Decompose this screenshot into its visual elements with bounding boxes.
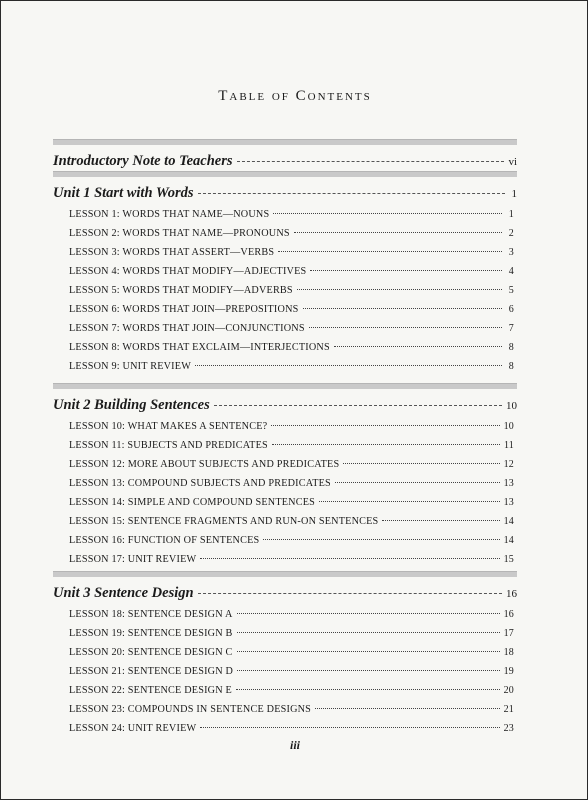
dot-leader bbox=[237, 632, 500, 633]
dot-leader bbox=[335, 482, 500, 483]
entry-page: 14 bbox=[503, 516, 514, 527]
entry-label: LESSON 19: SENTENCE DESIGN B bbox=[69, 628, 233, 639]
entry-label: LESSON 21: SENTENCE DESIGN D bbox=[69, 666, 234, 677]
entry-page: 10 bbox=[506, 400, 517, 412]
section-rule bbox=[53, 139, 517, 145]
toc-entry-lesson[interactable] bbox=[53, 704, 517, 723]
entry-page: 10 bbox=[503, 421, 514, 432]
entry-page: 8 bbox=[508, 361, 514, 372]
entry-label: Unit 1 Start with Words bbox=[53, 185, 194, 201]
page-title: Table of Contents bbox=[218, 88, 372, 104]
entry-label: Introductory Note to Teachers bbox=[53, 153, 233, 169]
dot-leader bbox=[237, 670, 500, 671]
intro-section bbox=[53, 139, 517, 173]
lesson-list bbox=[53, 421, 517, 573]
toc-entry-lesson[interactable] bbox=[53, 285, 517, 304]
dot-leader bbox=[273, 213, 502, 214]
dot-leader bbox=[343, 463, 499, 464]
dot-leader bbox=[237, 161, 505, 162]
toc-entry-intro[interactable] bbox=[53, 153, 517, 173]
entry-label: LESSON 6: WORDS THAT JOIN—PREPOSITIONS bbox=[69, 304, 299, 315]
toc-entry-lesson[interactable] bbox=[53, 478, 517, 497]
dot-leader bbox=[200, 558, 499, 559]
toc-entry-lesson[interactable] bbox=[53, 647, 517, 666]
toc-entry-lesson[interactable] bbox=[53, 209, 517, 228]
toc-entry-lesson[interactable] bbox=[53, 361, 517, 380]
entry-page: 15 bbox=[503, 554, 514, 565]
entry-label: LESSON 15: SENTENCE FRAGMENTS AND RUN-ON SENTENCES bbox=[69, 516, 379, 527]
entry-label: LESSON 13: COMPOUND SUBJECTS AND PREDICATES bbox=[69, 478, 331, 489]
lesson-list bbox=[53, 209, 517, 380]
dot-leader bbox=[315, 708, 500, 709]
dot-leader bbox=[303, 308, 503, 309]
entry-page: 2 bbox=[508, 228, 514, 239]
entry-label: Unit 3 Sentence Design bbox=[53, 585, 194, 601]
entry-page: 3 bbox=[508, 247, 514, 258]
dot-leader bbox=[334, 346, 502, 347]
entry-page: 18 bbox=[503, 647, 514, 658]
entry-page: 12 bbox=[503, 459, 514, 470]
entry-label: LESSON 9: UNIT REVIEW bbox=[69, 361, 192, 372]
toc-entry-lesson[interactable] bbox=[53, 497, 517, 516]
dot-leader bbox=[272, 444, 500, 445]
entry-page: vi bbox=[508, 156, 517, 168]
entry-page: 5 bbox=[508, 285, 514, 296]
entry-page: 4 bbox=[508, 266, 514, 277]
entry-page: 13 bbox=[503, 497, 514, 508]
entry-label: LESSON 22: SENTENCE DESIGN E bbox=[69, 685, 232, 696]
entry-page: 23 bbox=[503, 723, 514, 734]
lesson-list bbox=[53, 609, 517, 742]
toc-entry-lesson[interactable] bbox=[53, 609, 517, 628]
unit-1-section bbox=[53, 171, 517, 380]
toc-entry-lesson[interactable] bbox=[53, 459, 517, 478]
entry-label: LESSON 20: SENTENCE DESIGN C bbox=[69, 647, 233, 658]
entry-page: 19 bbox=[503, 666, 514, 677]
toc-entry-lesson[interactable] bbox=[53, 685, 517, 704]
entry-label: LESSON 11: SUBJECTS AND PREDICATES bbox=[69, 440, 268, 451]
entry-page: 6 bbox=[508, 304, 514, 315]
entry-label: LESSON 17: UNIT REVIEW bbox=[69, 554, 197, 565]
dot-leader bbox=[382, 520, 499, 521]
entry-label: LESSON 1: WORDS THAT NAME—NOUNS bbox=[69, 209, 270, 220]
dot-leader bbox=[198, 193, 506, 194]
toc-entry-lesson[interactable] bbox=[53, 266, 517, 285]
toc-entry-lesson[interactable] bbox=[53, 228, 517, 247]
entry-page: 8 bbox=[508, 342, 514, 353]
entry-page: 16 bbox=[503, 609, 514, 620]
dot-leader bbox=[236, 689, 500, 690]
toc-entry-lesson[interactable] bbox=[53, 440, 517, 459]
dot-leader bbox=[310, 270, 502, 271]
section-rule bbox=[53, 171, 517, 177]
dot-leader bbox=[294, 232, 502, 233]
toc-entry-lesson[interactable] bbox=[53, 666, 517, 685]
unit-2-section bbox=[53, 383, 517, 573]
dot-leader bbox=[309, 327, 502, 328]
toc-entry-lesson[interactable] bbox=[53, 535, 517, 554]
entry-label: LESSON 14: SIMPLE AND COMPOUND SENTENCES bbox=[69, 497, 316, 508]
entry-label: LESSON 16: FUNCTION OF SENTENCES bbox=[69, 535, 260, 546]
toc-entry-unit-3[interactable] bbox=[53, 585, 517, 605]
entry-label: LESSON 18: SENTENCE DESIGN A bbox=[69, 609, 233, 620]
entry-label: LESSON 10: WHAT MAKES A SENTENCE? bbox=[69, 421, 268, 432]
page-number-footer: iii bbox=[289, 738, 300, 752]
entry-page: 13 bbox=[503, 478, 514, 489]
dot-leader bbox=[297, 289, 502, 290]
entry-label: LESSON 8: WORDS THAT EXCLAIM—INTERJECTIONS bbox=[69, 342, 330, 353]
dot-leader bbox=[198, 593, 502, 594]
entry-label: LESSON 7: WORDS THAT JOIN—CONJUNCTIONS bbox=[69, 323, 305, 334]
entry-page: 17 bbox=[503, 628, 514, 639]
section-rule bbox=[53, 383, 517, 389]
toc-entry-unit-1[interactable] bbox=[53, 185, 517, 205]
dot-leader bbox=[200, 727, 499, 728]
entry-label: LESSON 5: WORDS THAT MODIFY—ADVERBS bbox=[69, 285, 293, 296]
entry-page: 16 bbox=[506, 588, 517, 600]
toc-entry-lesson[interactable] bbox=[53, 323, 517, 342]
entry-label: LESSON 4: WORDS THAT MODIFY—ADJECTIVES bbox=[69, 266, 307, 277]
dot-leader bbox=[214, 405, 502, 406]
dot-leader bbox=[237, 613, 500, 614]
toc-entry-unit-2[interactable] bbox=[53, 397, 517, 417]
toc-entry-lesson[interactable] bbox=[53, 342, 517, 361]
toc-entry-lesson[interactable] bbox=[53, 516, 517, 535]
dot-leader bbox=[195, 365, 502, 366]
toc-entry-lesson[interactable] bbox=[53, 628, 517, 647]
dot-leader bbox=[263, 539, 499, 540]
dot-leader bbox=[278, 251, 502, 252]
entry-page: 20 bbox=[503, 685, 514, 696]
toc-entry-lesson[interactable] bbox=[53, 304, 517, 323]
entry-page: 11 bbox=[503, 440, 514, 451]
entry-label: LESSON 12: MORE ABOUT SUBJECTS AND PREDICATES bbox=[69, 459, 340, 470]
section-rule bbox=[53, 571, 517, 577]
entry-page: 7 bbox=[508, 323, 514, 334]
entry-label: LESSON 3: WORDS THAT ASSERT—VERBS bbox=[69, 247, 275, 258]
dot-leader bbox=[237, 651, 500, 652]
toc-entry-lesson[interactable] bbox=[53, 247, 517, 266]
dot-leader bbox=[271, 425, 499, 426]
dot-leader bbox=[319, 501, 500, 502]
entry-label: LESSON 2: WORDS THAT NAME—PRONOUNS bbox=[69, 228, 290, 239]
entry-page: 21 bbox=[503, 704, 514, 715]
entry-label: Unit 2 Building Sentences bbox=[53, 397, 210, 413]
toc-entry-lesson[interactable] bbox=[53, 421, 517, 440]
entry-page: 1 bbox=[508, 209, 514, 220]
entry-page: 1 bbox=[511, 188, 517, 200]
entry-label: LESSON 24: UNIT REVIEW bbox=[69, 723, 197, 734]
entry-page: 14 bbox=[503, 535, 514, 546]
entry-label: LESSON 23: COMPOUNDS IN SENTENCE DESIGNS bbox=[69, 704, 312, 715]
unit-3-section bbox=[53, 571, 517, 742]
